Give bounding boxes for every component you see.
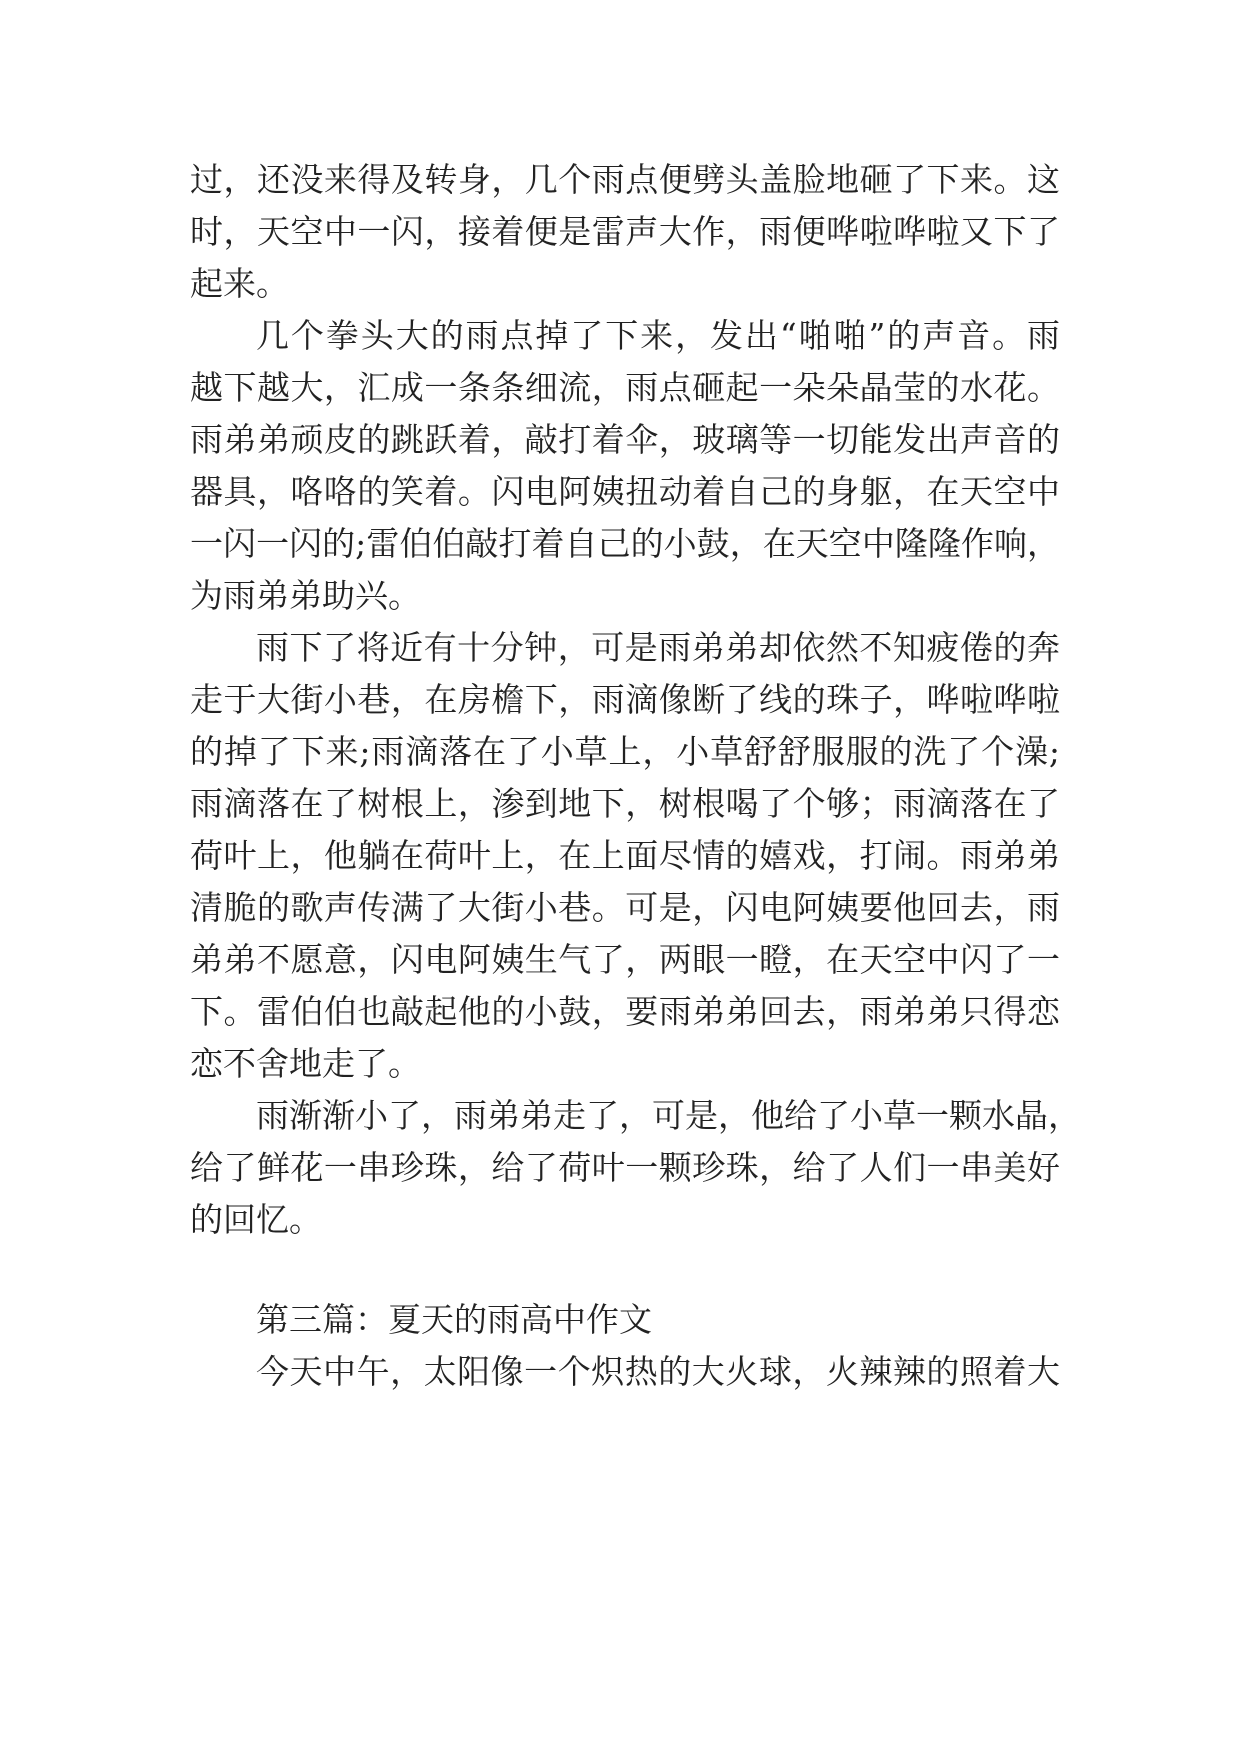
text-line: 雨滴落在了树根上，渗到地下，树根喝了个够；雨滴落在了	[190, 784, 1060, 823]
text-line: 器具，咯咯的笑着。闪电阿姨扭动着自己的身躯，在天空中	[190, 472, 1060, 511]
paragraph-first-line: 雨下了将近有十分钟，可是雨弟弟却依然不知疲倦的奔	[256, 628, 1060, 667]
text-line: 荷叶上，他躺在荷叶上，在上面尽情的嬉戏，打闹。雨弟弟	[190, 836, 1060, 875]
text-line: 恋不舍地走了。	[190, 1044, 421, 1083]
text-line: 为雨弟弟助兴。	[190, 576, 421, 615]
text-line: 走于大街小巷，在房檐下，雨滴像断了线的珠子，哗啦哗啦	[190, 680, 1060, 719]
text-line: 雨弟弟顽皮的跳跃着，敲打着伞，玻璃等一切能发出声音的	[190, 420, 1060, 459]
text-line: 时，天空中一闪，接着便是雷声大作，雨便哗啦哗啦又下了	[190, 212, 1060, 251]
paragraph-first-line: 雨渐渐小了，雨弟弟走了，可是，他给了小草一颗水晶，	[256, 1096, 1081, 1135]
text-line: 越下越大，汇成一条条细流，雨点砸起一朵朵晶莹的水花。	[190, 368, 1060, 407]
text-line: 起来。	[190, 264, 289, 303]
paragraph-first-line: 今天中午，太阳像一个炽热的大火球，火辣辣的照着大	[256, 1352, 1060, 1391]
text-line: 给了鲜花一串珍珠，给了荷叶一颗珍珠，给了人们一串美好	[190, 1148, 1060, 1187]
text-line: 的掉了下来;雨滴落在了小草上，小草舒舒服服的洗了个澡;	[190, 732, 1060, 771]
text-line: 过，还没来得及转身，几个雨点便劈头盖脸地砸了下来。这	[190, 160, 1060, 199]
text-line: 弟弟不愿意，闪电阿姨生气了，两眼一瞪，在天空中闪了一	[190, 940, 1060, 979]
paragraph-first-line: 几个拳头大的雨点掉了下来，发出“啪啪”的声音。雨	[256, 316, 1060, 355]
text-line: 下。雷伯伯也敲起他的小鼓，要雨弟弟回去，雨弟弟只得恋	[190, 992, 1060, 1031]
section-heading: 第三篇：夏天的雨高中作文	[256, 1300, 652, 1339]
text-line: 一闪一闪的;雷伯伯敲打着自己的小鼓，在天空中隆隆作响，	[190, 524, 1060, 563]
text-line: 的回忆。	[190, 1200, 322, 1239]
text-line: 清脆的歌声传满了大街小巷。可是，闪电阿姨要他回去，雨	[190, 888, 1060, 927]
